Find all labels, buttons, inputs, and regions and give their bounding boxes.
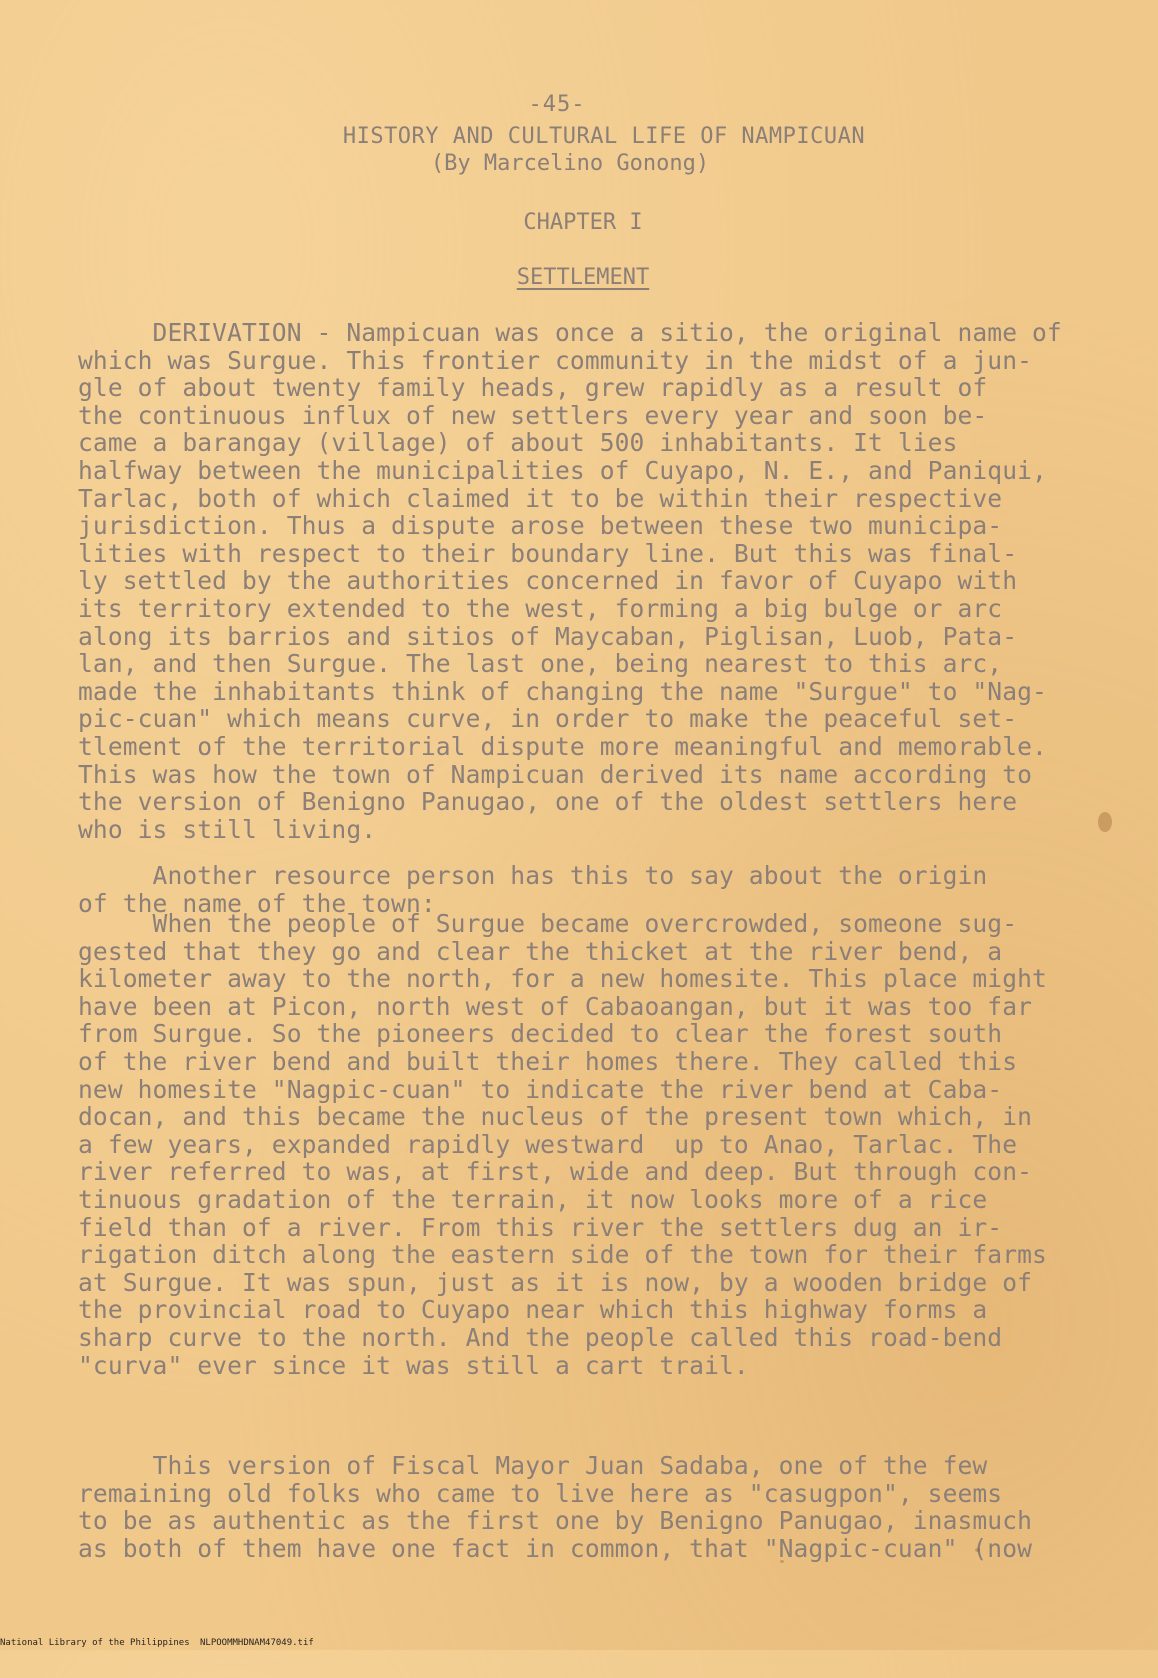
document-author: (By Marcelino Gonong) — [430, 151, 710, 176]
chapter-heading: CHAPTER I — [523, 210, 643, 235]
scan-footer — [0, 1638, 314, 1678]
document-title: HISTORY AND CULTURAL LIFE OF NAMPICUAN — [342, 124, 866, 149]
paragraph-surgue-story: When the people of Surgue became overcrowded, someone sug- gested that they go and clear the thicket at the river bend, a kilometer away to the north, for a new homesite. This place might have been at Picon, north west of Cabaoangan, but it was too far from Surgue. So the pioneers decided to clear the forest south of the river bend and built their homes there. They called this new homesite "Nagpic-cuan" to indicate the river bend at Caba- docan, and this became the nucleus of the present town which, in a few years, expanded rapidly westward up to Anao, Tarlac. The river referred to was, at first, wide and deep. But through con- tinuous gradation of the terrain, it now looks more of a rice field than of a river. From this river the settlers dug an ir- rigation ditch along the eastern side of the town for their farms at Surgue. It was spun, just as it is now, by a wooden bridge of the provincial road to Cuyapo near which this highway forms a sharp curve to the north. And the people called this road-bend "curva" ever since it was still a cart trail. — [78, 909, 1047, 1380]
paragraph-sadaba-version: This version of Fiscal Mayor Juan Sadaba, one of the few remaining old folks who came to live here as "casugpon", seems to be as authentic as the first one by Benigno Panugao, inasmuch as both of them have one fact in common, that "Nagpic-cuan" (now — [78, 1451, 1033, 1563]
paper-speck — [780, 1560, 784, 1563]
page-number: -45- — [528, 92, 586, 117]
paper-stain — [1098, 812, 1112, 832]
section-heading: SETTLEMENT — [516, 265, 650, 290]
paper-speck — [975, 1548, 980, 1552]
footer-library: National Library of the Philippines — [0, 1638, 190, 1648]
paragraph-resource-person: Another resource person has this to say about the origin of the name of the town: — [78, 861, 988, 918]
paragraph-derivation: DERIVATION - Nampicuan was once a sitio, the original name of which was Surgue. This frontier community in the midst of a jun- gle of about twenty family heads, grew rapidly as a result of the continuous influx of new settlers every year and soon be- came a barangay (village) of about 500 inhabitants. It lies halfway between the municipalities of Cuyapo, N. E., and Paniqui, Tarlac, both of which claimed it to be within their respective jurisdiction. Thus a dispute arose between these two municipa- lities with respect to their boundary line. But this was final- ly settled by the authorities concerned in favor of Cuyapo with its territory extended to the west, forming a big bulge or arc along its barrios and sitios of Maycaban, Piglisan, Luob, Pata- lan, and then Surgue. The last one, being nearest to this arc, made the inhabitants think of changing the name "Surgue" to "Nag- pic-cuan" which means curve, in order to make the peaceful set- tlement of the territorial dispute more meaningful and memorable. This was how the town of Nampicuan derived its name according to the version of Benigno Panugao, one of the oldest settlers here who is still living. — [78, 318, 1062, 844]
footer-filename: NLPOOMMHDNAM47049.tif — [200, 1638, 314, 1648]
